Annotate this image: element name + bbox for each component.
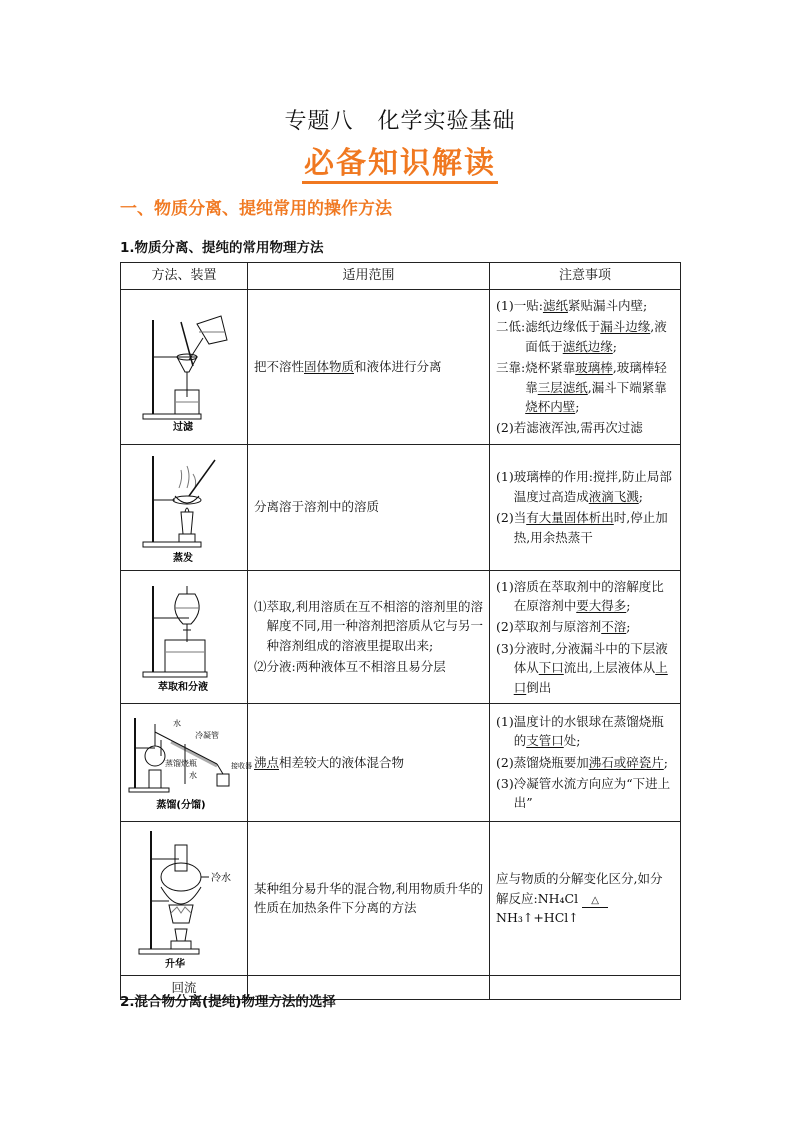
- note-key: 沸石或碎瓷片: [588, 754, 664, 770]
- note-key: 支管口: [526, 733, 564, 749]
- note-label: (1): [496, 469, 514, 485]
- note-key: 液滴飞溅: [588, 488, 639, 504]
- reaction-arrow: [582, 896, 608, 908]
- note-key: 三层滤纸: [537, 379, 588, 395]
- label-receiver: 接收器: [231, 762, 252, 771]
- banner-text: 必备知识解读: [302, 146, 498, 184]
- scope-text: 某种组分易升华的混合物,利用物质升华的性质在加热条件下分离的方法: [254, 881, 483, 916]
- note-text: ,玻璃棒轻靠: [525, 360, 667, 395]
- apparatus-caption: 蒸馏(分馏): [156, 800, 206, 812]
- label-water-out: 水: [189, 771, 197, 781]
- filtration-apparatus-icon: [129, 302, 239, 432]
- scope-item: [254, 657, 483, 676]
- note-label: (2): [496, 754, 514, 770]
- scope-text: 分离溶于溶剂中的溶质: [254, 499, 380, 515]
- label-water-in: 水: [173, 719, 181, 729]
- note-text: 烧杯紧靠: [525, 360, 576, 376]
- scope-label: ⑵: [254, 659, 267, 675]
- banner-heading: [0, 138, 800, 182]
- notes-cell: [490, 821, 681, 975]
- col-header-scope: 适用范围: [248, 263, 490, 290]
- apparatus-cell: [121, 290, 248, 445]
- note-key: 滤纸: [542, 298, 568, 313]
- note-key: 烧杯内壁: [525, 398, 576, 414]
- note-text: ;: [575, 398, 580, 414]
- scope-text: 把不溶性: [254, 359, 305, 375]
- subheading-1: 1.物质分离、提纯的常用物理方法: [120, 240, 324, 256]
- scope-text: 和液体进行分离: [354, 359, 442, 375]
- note-key: 有大量固体析出: [526, 510, 614, 526]
- note-text: ;: [663, 754, 668, 770]
- note-text: ;: [626, 619, 631, 635]
- label-flask: 蒸馏烧瓶: [165, 759, 197, 769]
- apparatus-cell: [121, 703, 252, 821]
- equals-line: [582, 907, 608, 908]
- apparatus-caption: 蒸发: [173, 553, 193, 565]
- distillation-apparatus-icon: [125, 708, 252, 816]
- note-text: 倒出: [526, 679, 552, 695]
- note-label: (2): [496, 619, 514, 635]
- note-label: (2): [496, 510, 514, 526]
- note-item: [496, 358, 674, 416]
- note-item: [496, 317, 674, 356]
- table-row: [121, 444, 681, 570]
- scope-cell: [248, 703, 490, 821]
- title-part-b: 化学实验基础: [377, 109, 516, 134]
- section-heading: 一、物质分离、提纯常用的操作方法: [120, 199, 392, 219]
- scope-label: ⑴: [254, 599, 267, 614]
- note-text: ;: [626, 598, 631, 613]
- scope-item: [254, 597, 483, 655]
- note-key: 下口: [538, 660, 564, 676]
- apparatus-caption: 萃取和分液: [158, 681, 208, 693]
- table-row: [121, 703, 681, 821]
- notes-cell: [490, 290, 681, 445]
- scope-cell: [248, 444, 490, 570]
- note-item: [496, 418, 674, 437]
- note-text: ,漏斗下端紧靠: [587, 379, 667, 395]
- apparatus-cell: [121, 821, 248, 975]
- note-products: NH₃↑+HCl↑: [496, 910, 579, 926]
- note-key: 滤纸边缘: [562, 338, 613, 354]
- scope-cell: [248, 290, 490, 445]
- note-item: [496, 753, 674, 772]
- method-label: 回流: [171, 979, 197, 995]
- table-row: [121, 821, 681, 975]
- scope-cell: [248, 570, 490, 703]
- note-text: 若滤液浑浊,需再次过滤: [513, 420, 643, 436]
- note-label: (3): [496, 640, 514, 656]
- note-item: [496, 467, 674, 506]
- table-row: [121, 570, 681, 703]
- scope-underlined: 沸点: [254, 754, 280, 770]
- notes-cell: [490, 570, 681, 703]
- note-text: 时,停止加热,用余热蒸干: [513, 510, 668, 545]
- note-text: 溶质在萃取剂中的溶解度比在原溶剂中: [513, 578, 664, 613]
- note-label: (3): [496, 776, 514, 792]
- note-text: 蒸馏烧瓶要加: [513, 754, 589, 770]
- apparatus-caption: 过滤: [173, 421, 193, 433]
- note-text: 萃取剂与原溶剂: [513, 619, 602, 635]
- note-label: (1): [496, 713, 514, 729]
- note-label: 二低:: [496, 319, 526, 335]
- note-item: [496, 712, 674, 751]
- note-key: 不溶: [601, 619, 627, 635]
- note-label: (1): [496, 298, 514, 313]
- methods-table: [120, 262, 681, 1000]
- apparatus-cell: [121, 444, 248, 570]
- col-header-notes: 注意事项: [490, 263, 681, 290]
- note-text: 玻璃棒的作用:搅拌,防止局部温度过高造成: [513, 469, 672, 504]
- note-key: 上口: [513, 660, 668, 695]
- separatory-funnel-apparatus-icon: [129, 580, 239, 694]
- note-label: (1): [496, 578, 514, 594]
- subheading-2: 2.混合物分离(提纯)物理方法的选择: [120, 994, 336, 1010]
- title-part-a: 专题八: [284, 109, 354, 134]
- note-text: ;: [638, 488, 643, 504]
- note-text: 温度计的水银球在蒸馏烧瓶的: [513, 713, 664, 749]
- label-cold-water: 冷水: [211, 873, 231, 885]
- label-condenser: 冷凝管: [195, 731, 219, 741]
- note-text: 冷凝管水流方向应为“下进上出”: [513, 776, 671, 811]
- sublimation-apparatus-icon: [129, 825, 239, 971]
- note-text: 紧贴漏斗内壁;: [567, 298, 648, 313]
- apparatus-caption: 升华: [165, 959, 185, 971]
- page-title: [0, 104, 800, 135]
- note-text: 滤纸边缘低于: [525, 319, 601, 335]
- note-text: 当: [513, 510, 527, 526]
- scope-underlined: 固体物质: [304, 359, 355, 375]
- note-key: 玻璃棒: [575, 360, 613, 376]
- note-text: ;: [612, 338, 617, 354]
- table-row: [121, 290, 681, 445]
- note-text: ,液面低于: [525, 319, 667, 354]
- note-text: 处;: [563, 733, 581, 749]
- apparatus-cell: [121, 570, 248, 703]
- scope-text: 分液:两种液体互不相溶且易分层: [266, 659, 446, 675]
- note-text: 流出,上层液体从: [563, 660, 656, 676]
- notes-cell: [490, 444, 681, 570]
- scope-cell: [248, 821, 490, 975]
- delta-symbol: △: [591, 894, 599, 906]
- note-item: [496, 639, 674, 697]
- note-label: 三靠:: [496, 360, 526, 376]
- note-label: (2): [496, 420, 514, 436]
- note-item: [496, 774, 674, 813]
- notes-cell: [490, 703, 681, 821]
- note-text: 分液时,分液漏斗中的下层液体从: [513, 640, 668, 676]
- note-item: [496, 617, 674, 636]
- scope-text: 相差较大的液体混合物: [279, 754, 405, 770]
- note-item: [496, 296, 674, 315]
- notes-cell: [490, 975, 681, 999]
- note-key: 漏斗边缘: [600, 319, 651, 335]
- col-header-method: 方法、装置: [121, 263, 248, 290]
- evaporation-apparatus-icon: [129, 448, 239, 566]
- note-item: [496, 577, 674, 616]
- note-item: [496, 508, 674, 547]
- table-header-row: [121, 263, 681, 290]
- note-text: 一贴:: [513, 298, 543, 313]
- note-text: 应与物质的分解变化区分,如分解反应:NH₄Cl: [496, 871, 663, 906]
- note-key: 要大得多: [576, 598, 627, 613]
- scope-text: 萃取,利用溶质在互不相溶的溶剂里的溶解度不同,用一种溶剂把溶质从它与另一种溶剂组成的溶液里提取出来;: [266, 599, 483, 653]
